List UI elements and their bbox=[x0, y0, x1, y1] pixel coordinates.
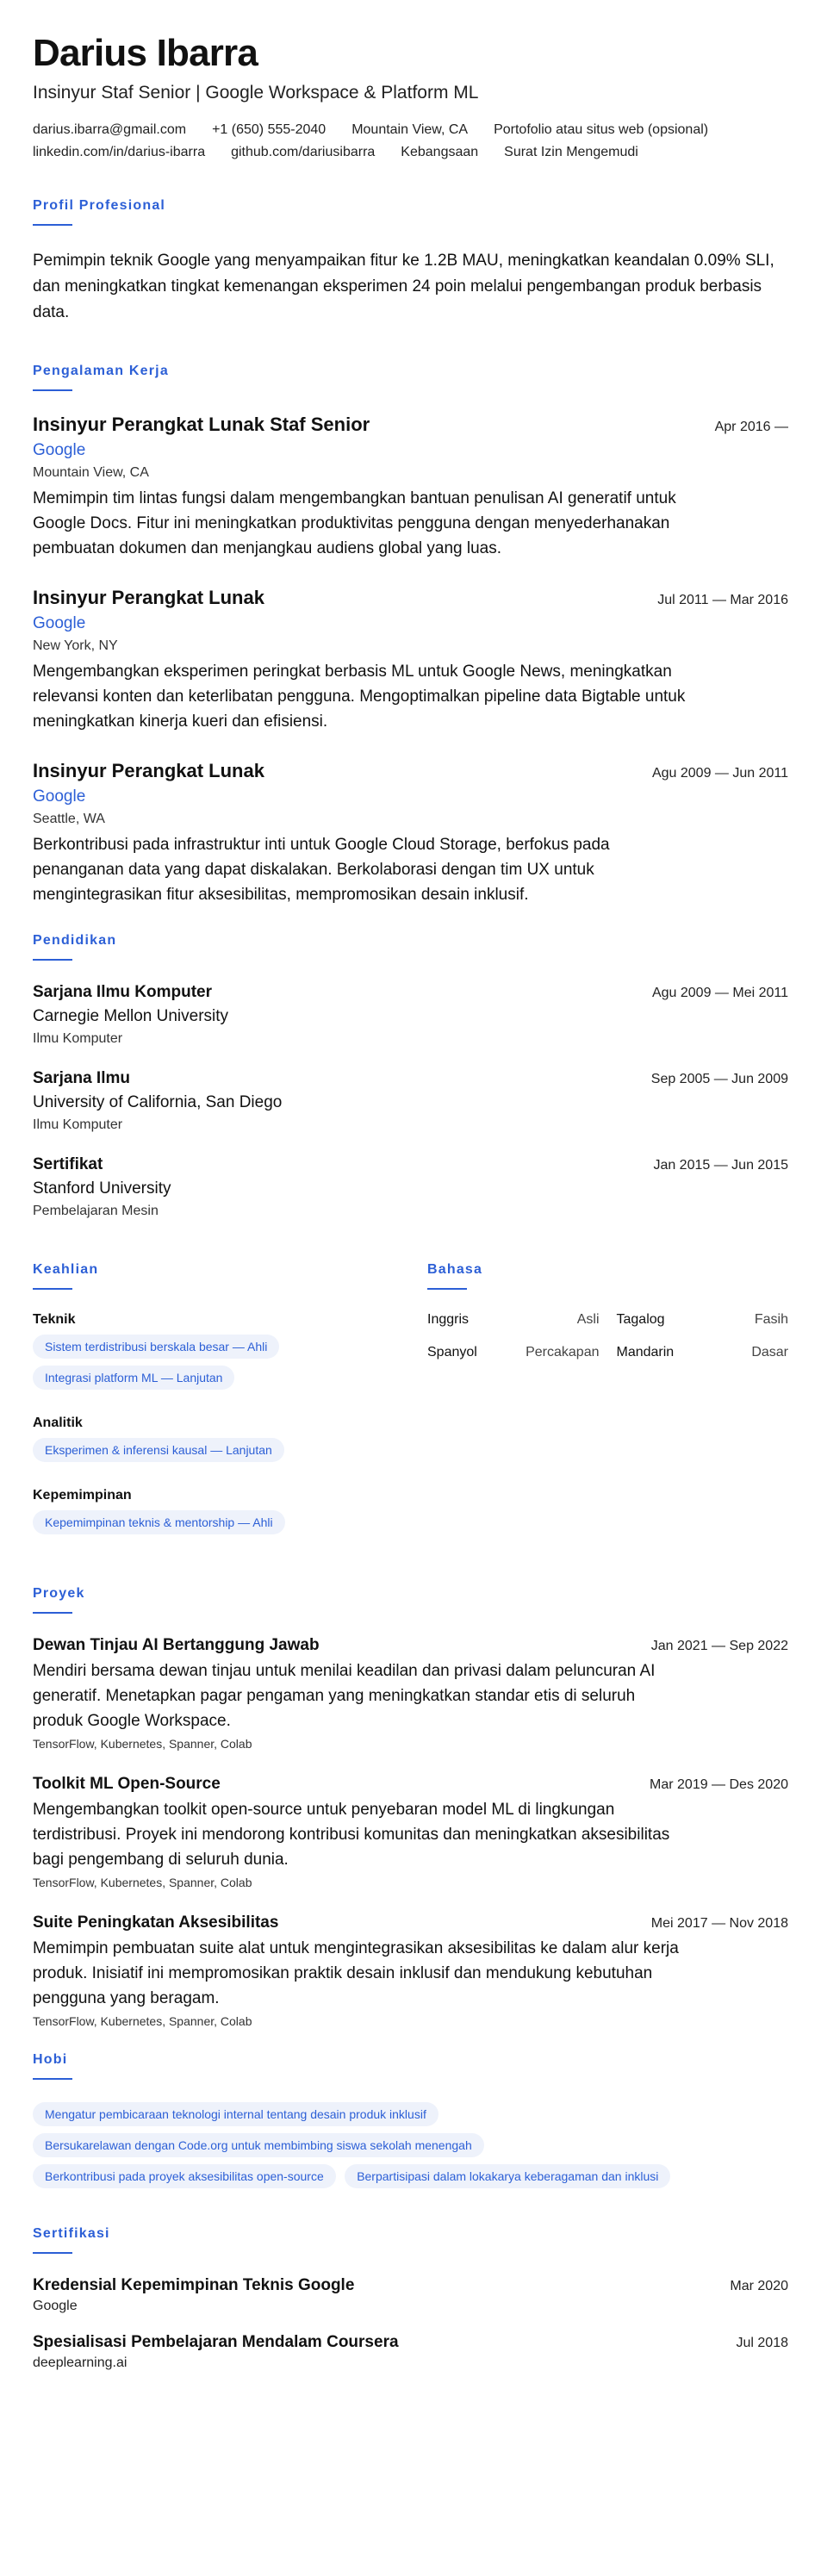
certification-issuer: Google bbox=[33, 2299, 78, 2314]
languages-section bbox=[427, 1262, 788, 1560]
contact-linkedin[interactable]: linkedin.com/in/darius-ibarra bbox=[33, 145, 206, 160]
certification-entry bbox=[33, 2276, 788, 2314]
section-title: Keahlian bbox=[33, 1262, 99, 1278]
skill-group bbox=[33, 1488, 427, 1541]
job-title: Insinyur Perangkat Lunak Staf Senior bbox=[33, 414, 370, 436]
project-title: Toolkit ML Open-Source bbox=[33, 1775, 221, 1794]
project-entry bbox=[33, 1775, 788, 1889]
skill-category: Teknik bbox=[33, 1312, 76, 1328]
project-tech: TensorFlow, Kubernetes, Spanner, Colab bbox=[33, 2014, 252, 2029]
education-date: Jan 2015 — Jun 2015 bbox=[653, 1158, 788, 1173]
language-level: Dasar bbox=[751, 1345, 788, 1360]
education-date: Agu 2009 — Mei 2011 bbox=[651, 986, 788, 1001]
job-title: Insinyur Perangkat Lunak bbox=[33, 587, 264, 609]
company-name: Google bbox=[33, 787, 86, 806]
language-item bbox=[427, 1312, 600, 1328]
certification-title: Kredensial Kepemimpinan Teknis Google bbox=[33, 2276, 355, 2295]
project-tech: TensorFlow, Kubernetes, Spanner, Colab bbox=[33, 1876, 252, 1890]
section-title: Proyek bbox=[33, 1586, 85, 1602]
summary-text: Pemimpin teknik Google yang menyampaikan fitur ke 1.2B MAU, meningkatkan keandalan 0.09% SLI, dan meningkatkan tingkat kemenangan eksperimen 24 poin melalui pengembangan produk berbasis data. bbox=[33, 252, 774, 322]
field-of-study: Ilmu Komputer bbox=[33, 1117, 123, 1133]
section-title: Bahasa bbox=[427, 1262, 483, 1278]
company-name: Google bbox=[33, 441, 86, 460]
certification-date: Mar 2020 bbox=[730, 2279, 788, 2294]
language-level: Asli bbox=[576, 1312, 600, 1328]
education-entry bbox=[33, 983, 788, 1047]
contact-drivers-license: Surat Izin Mengemudi bbox=[504, 145, 638, 160]
degree-title: Sertifikat bbox=[33, 1155, 103, 1174]
section-divider bbox=[33, 2252, 72, 2254]
school-name: Carnegie Mellon University bbox=[33, 1007, 229, 1026]
section-title: Profil Profesional bbox=[33, 198, 166, 214]
contact-location: Mountain View, CA bbox=[351, 122, 469, 138]
section-divider bbox=[33, 2078, 72, 2080]
hobbies-section bbox=[33, 2052, 788, 2195]
language-level: Percakapan bbox=[526, 1345, 600, 1360]
section-divider bbox=[33, 1612, 72, 1614]
section-divider bbox=[33, 1288, 72, 1290]
project-description: Memimpin pembuatan suite alat untuk mengintegrasikan aksesibilitas ke dalam alur kerja produk. Inisiatif ini mempromosikan praktik desain inklusif dan mendukung kebutuhan pengguna yang beragam. bbox=[33, 1939, 679, 2008]
language-grid bbox=[427, 1312, 788, 1360]
summary-section bbox=[33, 198, 788, 326]
language-level: Fasih bbox=[754, 1312, 788, 1328]
project-date: Mar 2019 — Des 2020 bbox=[650, 1777, 788, 1793]
contact-nationality: Kebangsaan bbox=[401, 145, 479, 160]
field-of-study: Pembelajaran Mesin bbox=[33, 1204, 159, 1219]
section-divider bbox=[33, 389, 72, 391]
field-of-study: Ilmu Komputer bbox=[33, 1031, 123, 1047]
education-entry bbox=[33, 1069, 788, 1133]
language-name: Spanyol bbox=[427, 1345, 477, 1360]
skills-languages-row bbox=[33, 1262, 788, 1560]
skills-section bbox=[33, 1262, 427, 1560]
candidate-headline: Insinyur Staf Senior | Google Workspace & Platform ML bbox=[33, 83, 479, 103]
hobby-pill: Berkontribusi pada proyek aksesibilitas open-source bbox=[33, 2164, 336, 2188]
project-date: Mei 2017 — Nov 2018 bbox=[650, 1916, 788, 1932]
job-location: Seattle, WA bbox=[33, 812, 105, 827]
language-name: Inggris bbox=[427, 1312, 470, 1328]
certification-entry bbox=[33, 2333, 788, 2371]
school-name: University of California, San Diego bbox=[33, 1093, 283, 1112]
section-title: Pendidikan bbox=[33, 933, 117, 949]
hobby-pill: Mengatur pembicaraan teknologi internal tentang desain produk inklusif bbox=[33, 2102, 438, 2126]
project-title: Suite Peningkatan Aksesibilitas bbox=[33, 1913, 279, 1932]
project-title: Dewan Tinjau AI Bertanggung Jawab bbox=[33, 1636, 320, 1655]
company-name: Google bbox=[33, 614, 86, 633]
education-date: Sep 2005 — Jun 2009 bbox=[650, 1072, 788, 1087]
project-description: Mengembangkan toolkit open-source untuk penyebaran model ML di lingkungan terdistribusi. Proyek ini mendorong kontribusi komunitas dan meningkatkan aksesibilitas bagi pengembang di seluruh dunia. bbox=[33, 1801, 670, 1870]
experience-entry bbox=[33, 414, 788, 561]
degree-title: Sarjana Ilmu Komputer bbox=[33, 983, 212, 1002]
job-date: Agu 2009 — Jun 2011 bbox=[651, 766, 788, 781]
contact-github[interactable]: github.com/dariusibarra bbox=[231, 145, 376, 160]
section-title: Sertifikasi bbox=[33, 2226, 110, 2242]
project-date: Jan 2021 — Sep 2022 bbox=[650, 1639, 788, 1654]
section-divider bbox=[33, 959, 72, 961]
project-tech: TensorFlow, Kubernetes, Spanner, Colab bbox=[33, 1737, 252, 1752]
hobby-list bbox=[33, 2102, 788, 2195]
section-divider bbox=[33, 224, 72, 226]
degree-title: Sarjana Ilmu bbox=[33, 1069, 130, 1088]
hobby-pill: Bersukarelawan dengan Code.org untuk membimbing siswa sekolah menengah bbox=[33, 2133, 484, 2157]
language-item bbox=[617, 1345, 789, 1360]
education-section bbox=[33, 933, 788, 1219]
language-name: Mandarin bbox=[616, 1345, 675, 1360]
job-description: Mengembangkan eksperimen peringkat berbasis ML untuk Google News, meningkatkan relevansi konten dan keterlibatan pengguna. Mengoptimalkan pipeline data Bigtable untuk meningkatkan kinerja kueri dan efisiensi. bbox=[33, 663, 686, 731]
certification-date: Jul 2018 bbox=[736, 2336, 788, 2351]
language-item bbox=[427, 1345, 600, 1360]
skill-pill: Integrasi platform ML — Lanjutan bbox=[33, 1366, 234, 1390]
resume-header bbox=[33, 33, 788, 160]
hobby-pill: Berpartisipasi dalam lokakarya keberagaman dan inklusi bbox=[345, 2164, 670, 2188]
section-title: Hobi bbox=[33, 2052, 68, 2068]
skill-pill: Sistem terdistribusi berskala besar — Ahli bbox=[33, 1335, 279, 1359]
job-location: Mountain View, CA bbox=[33, 465, 149, 481]
school-name: Stanford University bbox=[33, 1179, 171, 1198]
project-description: Mendiri bersama dewan tinjau untuk menilai keadilan dan privasi dalam peluncuran AI generatif. Menetapkan pagar pengaman yang meningkatkan standar etis di seluruh produk Google Workspace. bbox=[33, 1662, 656, 1731]
experience-entry bbox=[33, 760, 788, 907]
experience-section bbox=[33, 364, 788, 907]
certifications-section bbox=[33, 2226, 788, 2371]
skill-category: Kepemimpinan bbox=[33, 1488, 132, 1503]
skill-group bbox=[33, 1312, 427, 1397]
skill-pill: Kepemimpinan teknis & mentorship — Ahli bbox=[33, 1510, 285, 1534]
projects-section bbox=[33, 1586, 788, 2028]
skill-group bbox=[33, 1416, 427, 1469]
contact-phone[interactable]: +1 (650) 555-2040 bbox=[212, 122, 327, 138]
language-name: Tagalog bbox=[616, 1312, 665, 1328]
project-entry bbox=[33, 1636, 788, 1751]
project-entry bbox=[33, 1913, 788, 2028]
job-description: Berkontribusi pada infrastruktur inti untuk Google Cloud Storage, berfokus pada penanganan data yang dapat diskalakan. Berkolaborasi dengan tim UX untuk mengintegrasikan fitur aksesibilitas, mempromosikan desain inklusif. bbox=[33, 836, 610, 905]
language-item bbox=[617, 1312, 789, 1328]
job-date: Jul 2011 — Mar 2016 bbox=[657, 593, 788, 608]
section-title: Pengalaman Kerja bbox=[33, 364, 169, 379]
certification-title: Spesialisasi Pembelajaran Mendalam Coursera bbox=[33, 2333, 399, 2352]
experience-entry bbox=[33, 587, 788, 734]
section-divider bbox=[427, 1288, 467, 1290]
skill-pill: Eksperimen & inferensi kausal — Lanjutan bbox=[33, 1438, 284, 1462]
contact-list bbox=[33, 122, 788, 160]
contact-email[interactable]: darius.ibarra@gmail.com bbox=[33, 122, 187, 138]
skill-category: Analitik bbox=[33, 1416, 83, 1431]
education-entry bbox=[33, 1155, 788, 1219]
job-description: Memimpin tim lintas fungsi dalam mengembangkan bantuan penulisan AI generatif untuk Google Docs. Fitur ini meningkatkan produktivitas pengguna dengan menyederhanakan pembuatan dokumen dan menjangkau audiens global yang luas. bbox=[33, 489, 676, 558]
job-location: New York, NY bbox=[33, 638, 118, 654]
job-date: Apr 2016 — bbox=[714, 420, 788, 435]
candidate-name: Darius Ibarra bbox=[33, 32, 258, 74]
contact-portfolio[interactable]: Portofolio atau situs web (opsional) bbox=[494, 122, 709, 138]
certification-issuer: deeplearning.ai bbox=[33, 2355, 128, 2371]
job-title: Insinyur Perangkat Lunak bbox=[33, 760, 264, 782]
